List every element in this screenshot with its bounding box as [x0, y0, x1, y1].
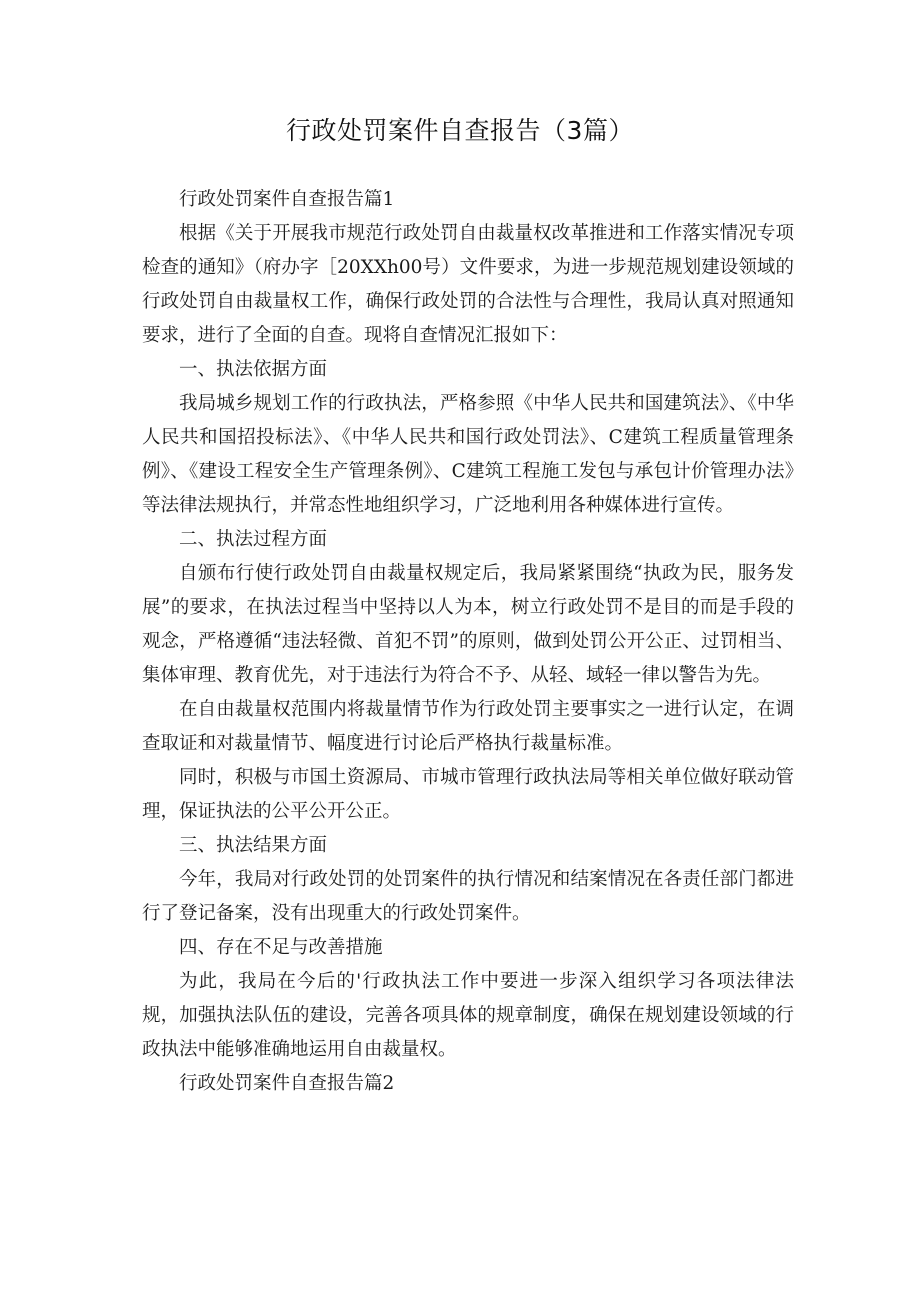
section-heading: 四、存在不足与改善措施: [179, 937, 383, 958]
body-paragraph: 我局城乡规划工作的行政执法，严格参照《中华人民共和国建筑法》、《中华人民共和国招投标法》、《中华人民共和国行政处罚法》、C建筑工程质量管理条例》、《建设工程安全生产管理条例》、C建筑工程施工发包与承包计价管理办法》等法律法规执行，并常态性地组织学习，广泛地利用各种媒体进行宣传。: [142, 393, 794, 516]
section-heading-part-1: 行政处罚案件自查报告篇1: [179, 189, 395, 210]
body-paragraph: 为此，我局在今后的'行政执法工作中要进一步深入组织学习各项法律法规，加强执法队伍的建设，完善各项具体的规章制度，确保在规划建设领域的行政执法中能够准确地运用自由裁量权。: [142, 971, 794, 1060]
section-heading: 二、执法过程方面: [179, 529, 328, 550]
body-paragraph: 自颁布行使行政处罚自由裁量权规定后，我局紧紧围绕“执政为民，服务发展”的要求，在执法过程当中坚持以人为本，树立行政处罚不是目的而是手段的观念，严格遵循“违法轻微、首犯不罚”的原则，做到处罚公开公正、过罚相当、集体审理、教育优先，对于违法行为符合不予、从轻、域轻一律以警告为先。: [142, 563, 794, 686]
section-heading: 一、执法依据方面: [179, 359, 328, 380]
body-paragraph: 同时，积极与市国土资源局、市城市管理行政执法局等相关单位做好联动管理，保证执法的公平公开公正。: [142, 767, 794, 822]
body-paragraph: 根据《关于开展我市规范行政处罚自由裁量权改革推进和工作落实情况专项检查的通知》（府办字［20XXh00号）文件要求，为进一步规范规划建设领域的行政处罚自由裁量权工作，确保行政处罚的合法性与合理性，我局认真对照通知要求，进行了全面的自查。现将自查情况汇报如下：: [142, 223, 794, 346]
section-heading-part-2: 行政处罚案件自查报告篇2: [179, 1073, 395, 1094]
section-heading: 三、执法结果方面: [179, 835, 328, 856]
document-title: 行政处罚案件自查报告（3篇）: [286, 116, 634, 145]
document-body: [142, 183, 794, 1101]
body-paragraph: 在自由裁量权范围内将裁量情节作为行政处罚主要事实之一进行认定，在调查取证和对裁量情节、幅度进行讨论后严格执行裁量标准。: [142, 699, 794, 754]
body-paragraph: 今年，我局对行政处罚的处罚案件的执行情况和结案情况在各责任部门都进行了登记备案，没有出现重大的行政处罚案件。: [142, 869, 794, 924]
